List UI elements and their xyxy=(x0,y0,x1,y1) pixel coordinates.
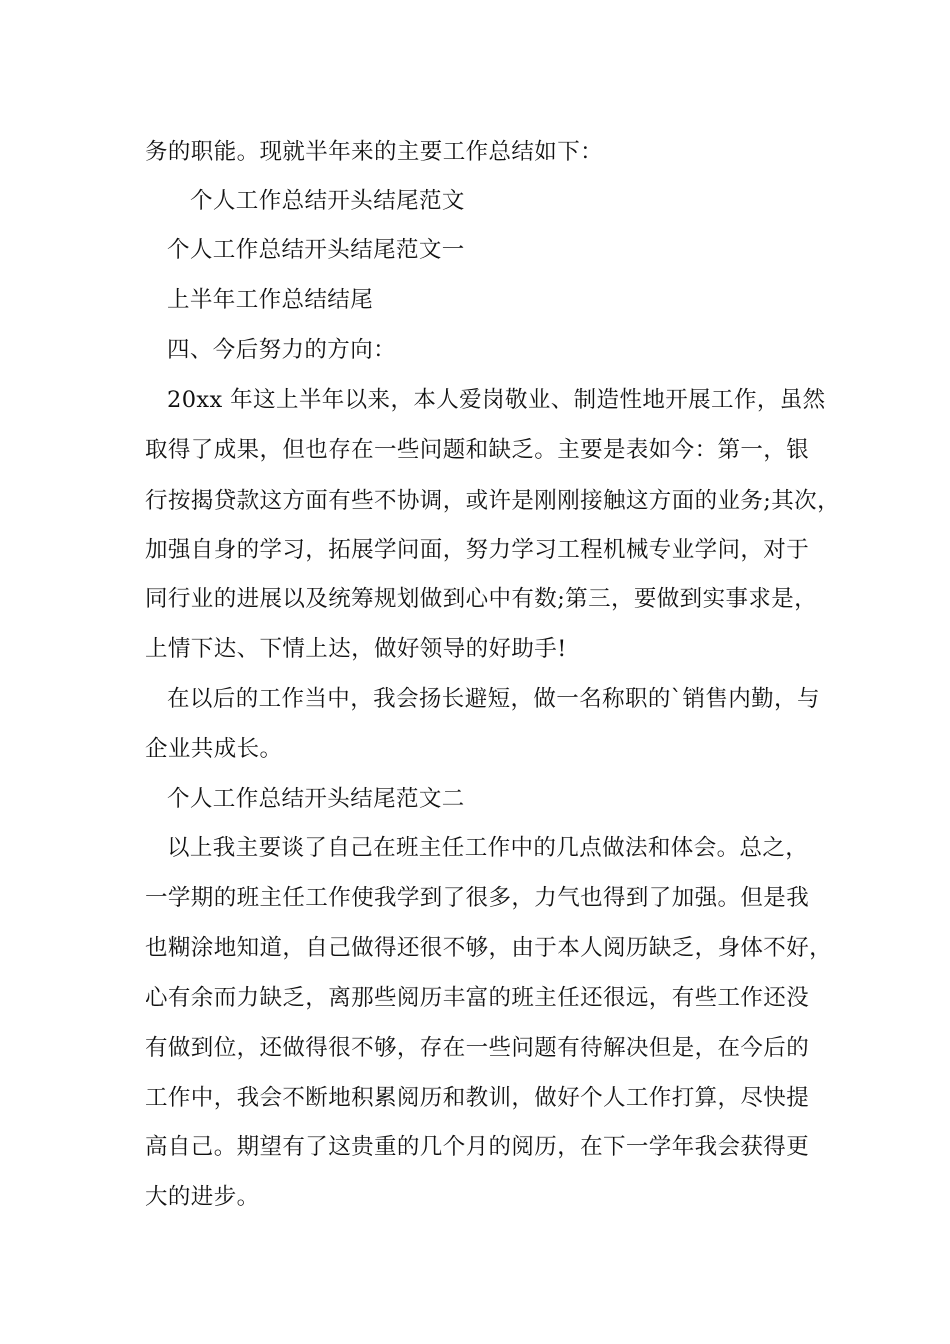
paragraph-line: 工作中，我会不断地积累阅历和教训，做好个人工作打算，尽快提 xyxy=(145,1085,810,1111)
section-heading: 上半年工作总结结尾 xyxy=(167,287,374,313)
paragraph-line: 务的职能。现就半年来的主要工作总结如下： xyxy=(145,139,604,165)
paragraph-line: 企业共成长。 xyxy=(145,736,283,762)
section-heading: 个人工作总结开头结尾范文二 xyxy=(167,786,465,812)
paragraph-line: 大的进步。 xyxy=(145,1184,260,1210)
paragraph-line: 高自己。期望有了这贵重的几个月的阅历，在下一学年我会获得更 xyxy=(145,1134,810,1160)
paragraph-line: 有做到位，还做得很不够，存在一些问题有待解决但是，在今后的 xyxy=(145,1035,810,1061)
paragraph-line: 20xx 年这上半年以来，本人爱岗敬业、制造性地开展工作，虽然 xyxy=(167,387,826,413)
paragraph-line: 上情下达、下情上达，做好领导的好助手! xyxy=(145,636,567,662)
paragraph-line: 一学期的班主任工作使我学到了很多，力气也得到了加强。但是我 xyxy=(145,885,810,911)
paragraph-line: 心有余而力缺乏，离那些阅历丰富的班主任还很远，有些工作还没 xyxy=(145,985,810,1011)
section-heading: 四、今后努力的方向： xyxy=(167,337,397,363)
paragraph-line: 加强自身的学习，拓展学问面，努力学习工程机械专业学问，对于 xyxy=(145,537,810,563)
paragraph-line: 行按揭贷款这方面有些不协调，或许是刚刚接触这方面的业务;其次， xyxy=(145,488,840,514)
paragraph-line: 也糊涂地知道，自己做得还很不够，由于本人阅历缺乏，身体不好， xyxy=(145,935,833,961)
paragraph-line: 在以后的工作当中，我会扬长避短，做一名称职的`销售内勤，与 xyxy=(167,686,820,712)
paragraph-line: 同行业的进展以及统筹规划做到心中有数;第三，要做到实事求是， xyxy=(145,586,818,612)
paragraph-line: 以上我主要谈了自己在班主任工作中的几点做法和体会。总之， xyxy=(167,835,809,861)
section-heading: 个人工作总结开头结尾范文一 xyxy=(167,237,465,263)
section-heading: 个人工作总结开头结尾范文 xyxy=(190,188,465,214)
paragraph-line: 取得了成果，但也存在一些问题和缺乏。主要是表如今：第一，银 xyxy=(145,437,810,463)
